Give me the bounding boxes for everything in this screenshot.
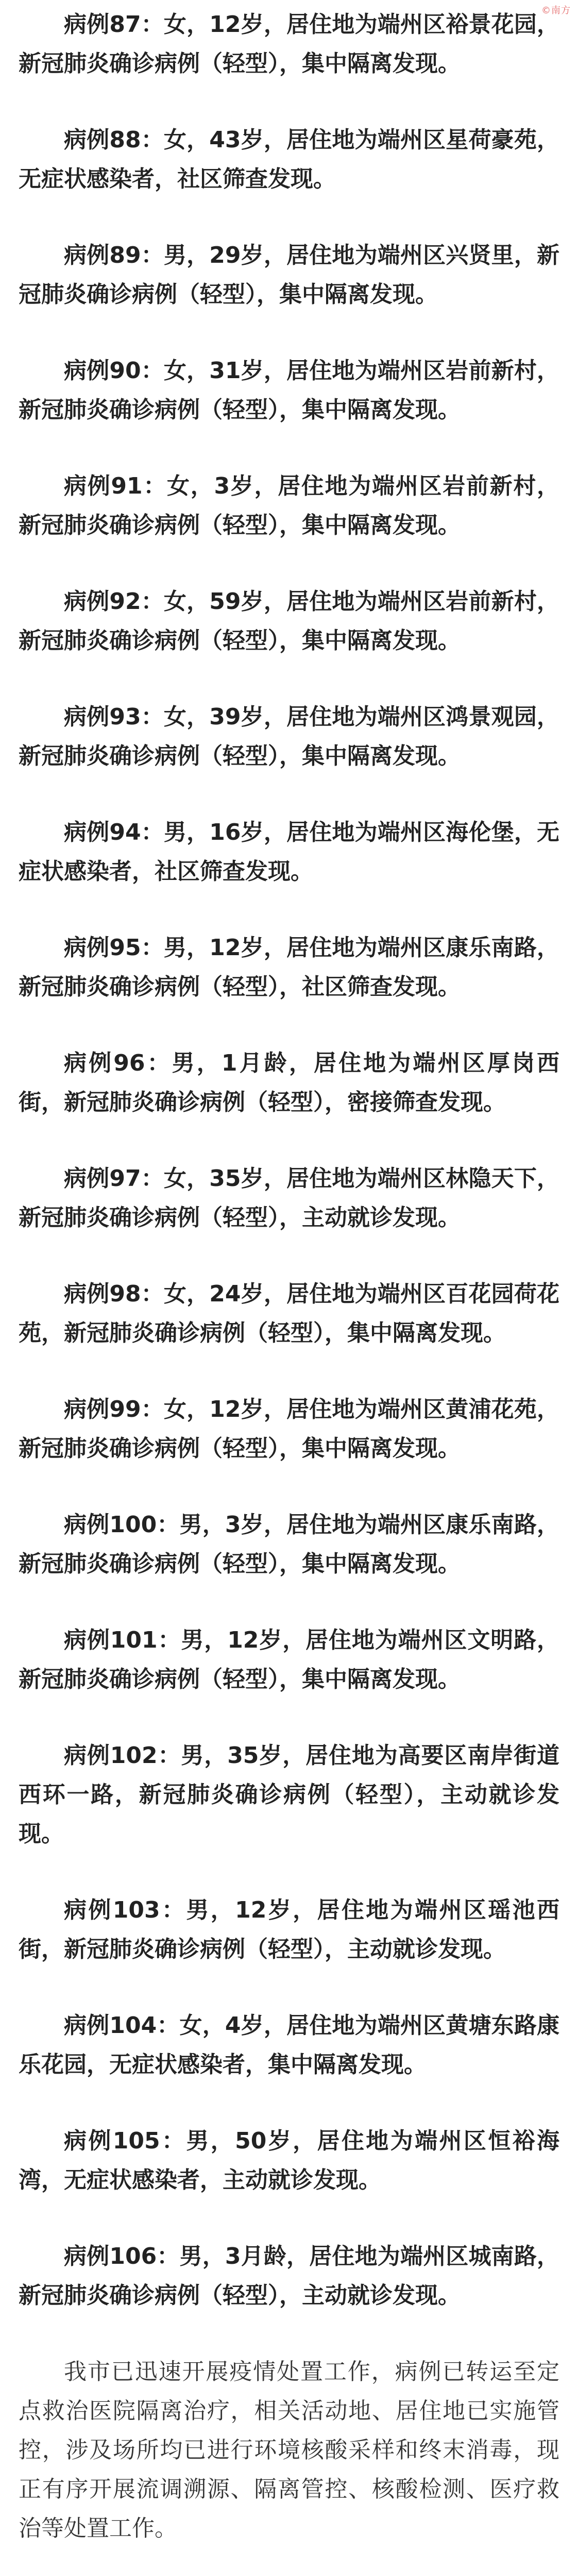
case-item: 病例97：女，35岁，居住地为端州区林隐天下，新冠肺炎确诊病例（轻型），主动就诊发现。: [19, 1165, 559, 1231]
case-item: 病例88：女，43岁，居住地为端州区星荷豪苑，无症状感染者，社区筛查发现。: [19, 127, 559, 192]
case-item: 病例100：男，3岁，居住地为端州区康乐南路，新冠肺炎确诊病例（轻型），集中隔离发现。: [19, 1512, 559, 1577]
case-item: 病例91：女，3岁，居住地为端州区岩前新村，新冠肺炎确诊病例（轻型），集中隔离发现。: [19, 473, 559, 538]
case-item: 病例87：女，12岁，居住地为端州区裕景花园，新冠肺炎确诊病例（轻型），集中隔离发现。: [19, 11, 559, 77]
case-item: 病例99：女，12岁，居住地为端州区黄浦花苑，新冠肺炎确诊病例（轻型），集中隔离发现。: [19, 1396, 559, 1462]
case-item: 病例105：男，50岁，居住地为端州区恒裕海湾，无症状感染者，主动就诊发现。: [19, 2128, 559, 2193]
case-item: 病例104：女，4岁，居住地为端州区黄塘东路康乐花园，无症状感染者，集中隔离发现。: [19, 2012, 559, 2078]
case-item: 病例98：女，24岁，居住地为端州区百花园荷花苑，新冠肺炎确诊病例（轻型），集中隔离发现。: [19, 1281, 559, 1346]
case-item: 病例106：男，3月龄，居住地为端州区城南路，新冠肺炎确诊病例（轻型），主动就诊发现。: [19, 2243, 559, 2309]
case-item: 病例103：男，12岁，居住地为端州区瑶池西街，新冠肺炎确诊病例（轻型），主动就诊发现。: [19, 1897, 559, 1962]
case-item: 病例90：女，31岁，居住地为端州区岩前新村，新冠肺炎确诊病例（轻型），集中隔离发现。: [19, 358, 559, 423]
case-item: 病例89：男，29岁，居住地为端州区兴贤里，新冠肺炎确诊病例（轻型），集中隔离发现。: [19, 242, 559, 308]
case-item: 病例92：女，59岁，居住地为端州区岩前新村，新冠肺炎确诊病例（轻型），集中隔离发现。: [19, 588, 559, 654]
case-item: 病例101：男，12岁，居住地为端州区文明路，新冠肺炎确诊病例（轻型），集中隔离发现。: [19, 1627, 559, 1692]
case-item: 病例96：男，1月龄，居住地为端州区厚岗西街，新冠肺炎确诊病例（轻型），密接筛查发现。: [19, 1050, 559, 1115]
case-item: 病例93：女，39岁，居住地为端州区鸿景观园，新冠肺炎确诊病例（轻型），集中隔离发现。: [19, 704, 559, 769]
case-item: 病例94：男，16岁，居住地为端州区海伦堡，无症状感染者，社区筛查发现。: [19, 819, 559, 885]
watermark-logo: ©南方: [541, 5, 571, 16]
article-body: [19, 5, 559, 2576]
case-item: 病例95：男，12岁，居住地为端州区康乐南路，新冠肺炎确诊病例（轻型），社区筛查发现。: [19, 935, 559, 1000]
case-item: 病例102：男，35岁，居住地为高要区南岸街道西环一路，新冠肺炎确诊病例（轻型），主动就诊发现。: [19, 1742, 559, 1847]
response-paragraph: 我市已迅速开展疫情处置工作，病例已转运至定点救治医院隔离治疗，相关活动地、居住地已实施管控，涉及场所均已进行环境核酸采样和终末消毒，现正有序开展流调溯源、隔离管控、核酸检测、医疗救治等处置工作。: [19, 2359, 559, 2541]
